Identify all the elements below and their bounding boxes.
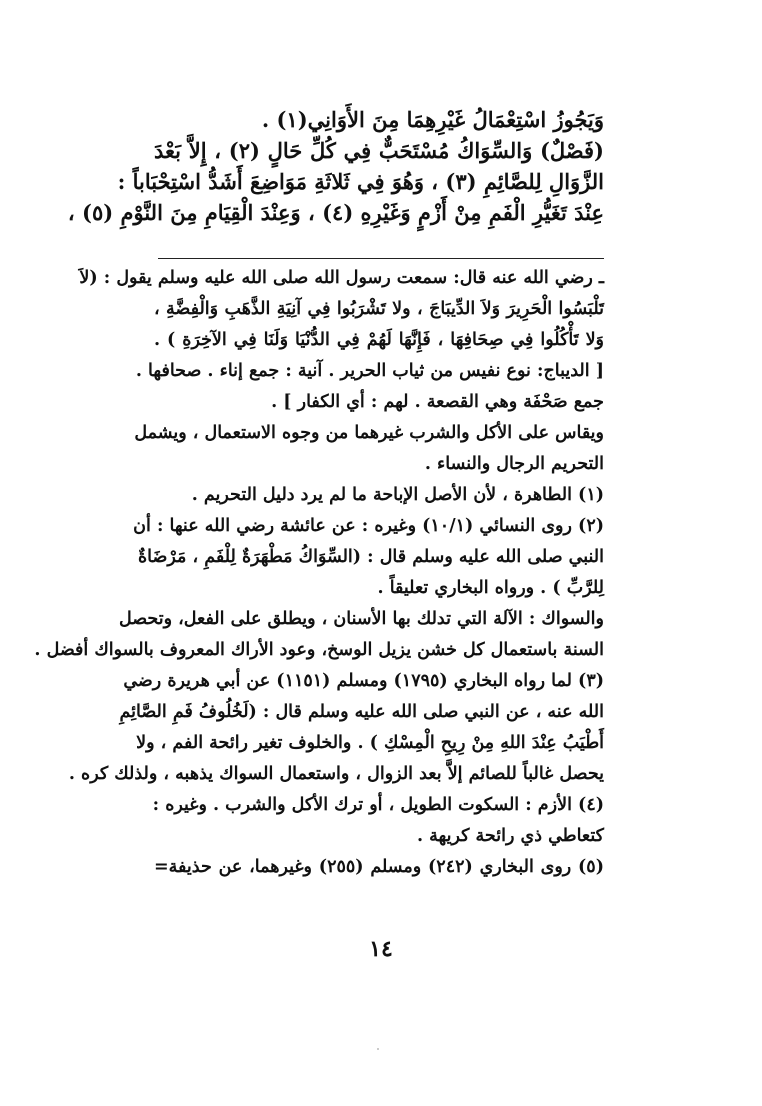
- footnote-line: (٣) لما رواه البخاري (١٧٩٥) ومسلم (١١٥١) عن أبي هريرة رضي: [123, 671, 604, 691]
- footnote-line: (١) الطاهرة ، لأن الأصل الإباحة ما لم يرد دليل التحريم .: [191, 485, 604, 505]
- footnote-divider: [158, 258, 604, 259]
- footnote-line: جمع صَحْفَة وهي القصعة . لهم : أي الكفار ] .: [271, 392, 604, 412]
- footnote-line: ـ رضي الله عنه قال: سمعت رسول الله صلى الله عليه وسلم يقول : (لاَ: [79, 268, 604, 288]
- main-text-line: الزَّوَالِ لِلصَّائِمِ (٣) ، وَهُوَ فِي ثَلاثَةِ مَوَاضِعَ أَشَدُّ اسْتِحْبَاباً :: [117, 169, 604, 194]
- footnote-line: تَلْبَسُوا الْحَرِيرَ وَلاَ الدِّيبَاجَ ، ولا تَشْرَبُوا فِي آنِيَةِ الذَّهَبِ وَالْفِضَّةِ ،: [154, 299, 604, 319]
- footnotes: [34, 263, 604, 883]
- footnote-line: السنة باستعمال كل خشن يزيل الوسخ، وعود الأراك المعروف بالسواك أفضل .: [34, 640, 604, 660]
- footnote-line: يحصل غالباً للصائم إلاَّ بعد الزوال ، واستعمال السواك يذهبه ، ولذلك كره .: [68, 764, 604, 784]
- footnote-line: النبي صلى الله عليه وسلم قال : (السِّوَاكُ مَطْهَرَةٌ لِلْفَمِ ، مَرْضَاةٌ: [138, 547, 604, 567]
- footnote-line: ويقاس على الأكل والشرب غيرهما من وجوه الاستعمال ، ويشمل: [134, 423, 604, 443]
- footnote-line: [ الديباج: نوع نفيس من ثياب الحرير . آنية : جمع إناء . صحافها .: [135, 361, 604, 381]
- main-text-line: عِنْدَ تَغَيُّرِ الْفَمِ مِنْ أَزْمٍ وَغَيْرِهِ (٤) ، وَعِنْدَ الْقِيَامِ مِنَ النَّوْمِ (٥) ،: [67, 200, 604, 225]
- footnote-line: كتعاطي ذي رائحة كريهة .: [416, 826, 604, 846]
- footnote-line: والسواك : الآلة التي تدلك بها الأسنان ، ويطلق على الفعل، وتحصل: [118, 609, 604, 629]
- main-text-line: وَيَجُوزُ اسْتِعْمَالُ غَيْرِهِمَا مِنَ الأَوَانِي(١) .: [261, 107, 604, 132]
- footnote-line: (٢) روى النسائي (١٠/١) وغيره : عن عائشة رضي الله عنها : أن: [133, 516, 604, 536]
- page-number: ١٤: [369, 936, 393, 962]
- main-text-line: (فَصْلٌ) وَالسِّوَاكُ مُسْتَحَبٌّ فِي كُلِّ حَالٍ (٢) ، إِلاَّ بَعْدَ: [154, 138, 604, 163]
- footnote-line: (٤) الأزم : السكوت الطويل ، أو ترك الأكل والشرب . وغيره :: [152, 795, 604, 815]
- footnote-line: (٥) روى البخاري (٢٤٢) ومسلم (٢٥٥) وغيرهما، عن حذيفة=: [154, 857, 604, 877]
- footnote-line: وَلا تَأْكُلُوا فِي صِحَافِهَا ، فَإِنَّهَا لَهُمْ فِي الدُّنْيَا وَلَنَا فِي الآخِرَةِ ) .: [154, 330, 604, 350]
- main-text: [67, 104, 604, 228]
- footnote-line: أَطْيَبُ عِنْدَ اللهِ مِنْ رِيحِ الْمِسْكِ ) . والخلوف تغير رائحة الفم ، ولا: [136, 733, 604, 753]
- scan-speck: [377, 1048, 379, 1050]
- footnote-line: التحريم الرجال والنساء .: [424, 454, 604, 474]
- footnote-line: لِلرَّبِّ ) . ورواه البخاري تعليقاً .: [377, 578, 604, 598]
- footnote-line: الله عنه ، عن النبي صلى الله عليه وسلم قال : (لَخُلُوفُ فَمِ الصَّائِمِ: [119, 702, 604, 722]
